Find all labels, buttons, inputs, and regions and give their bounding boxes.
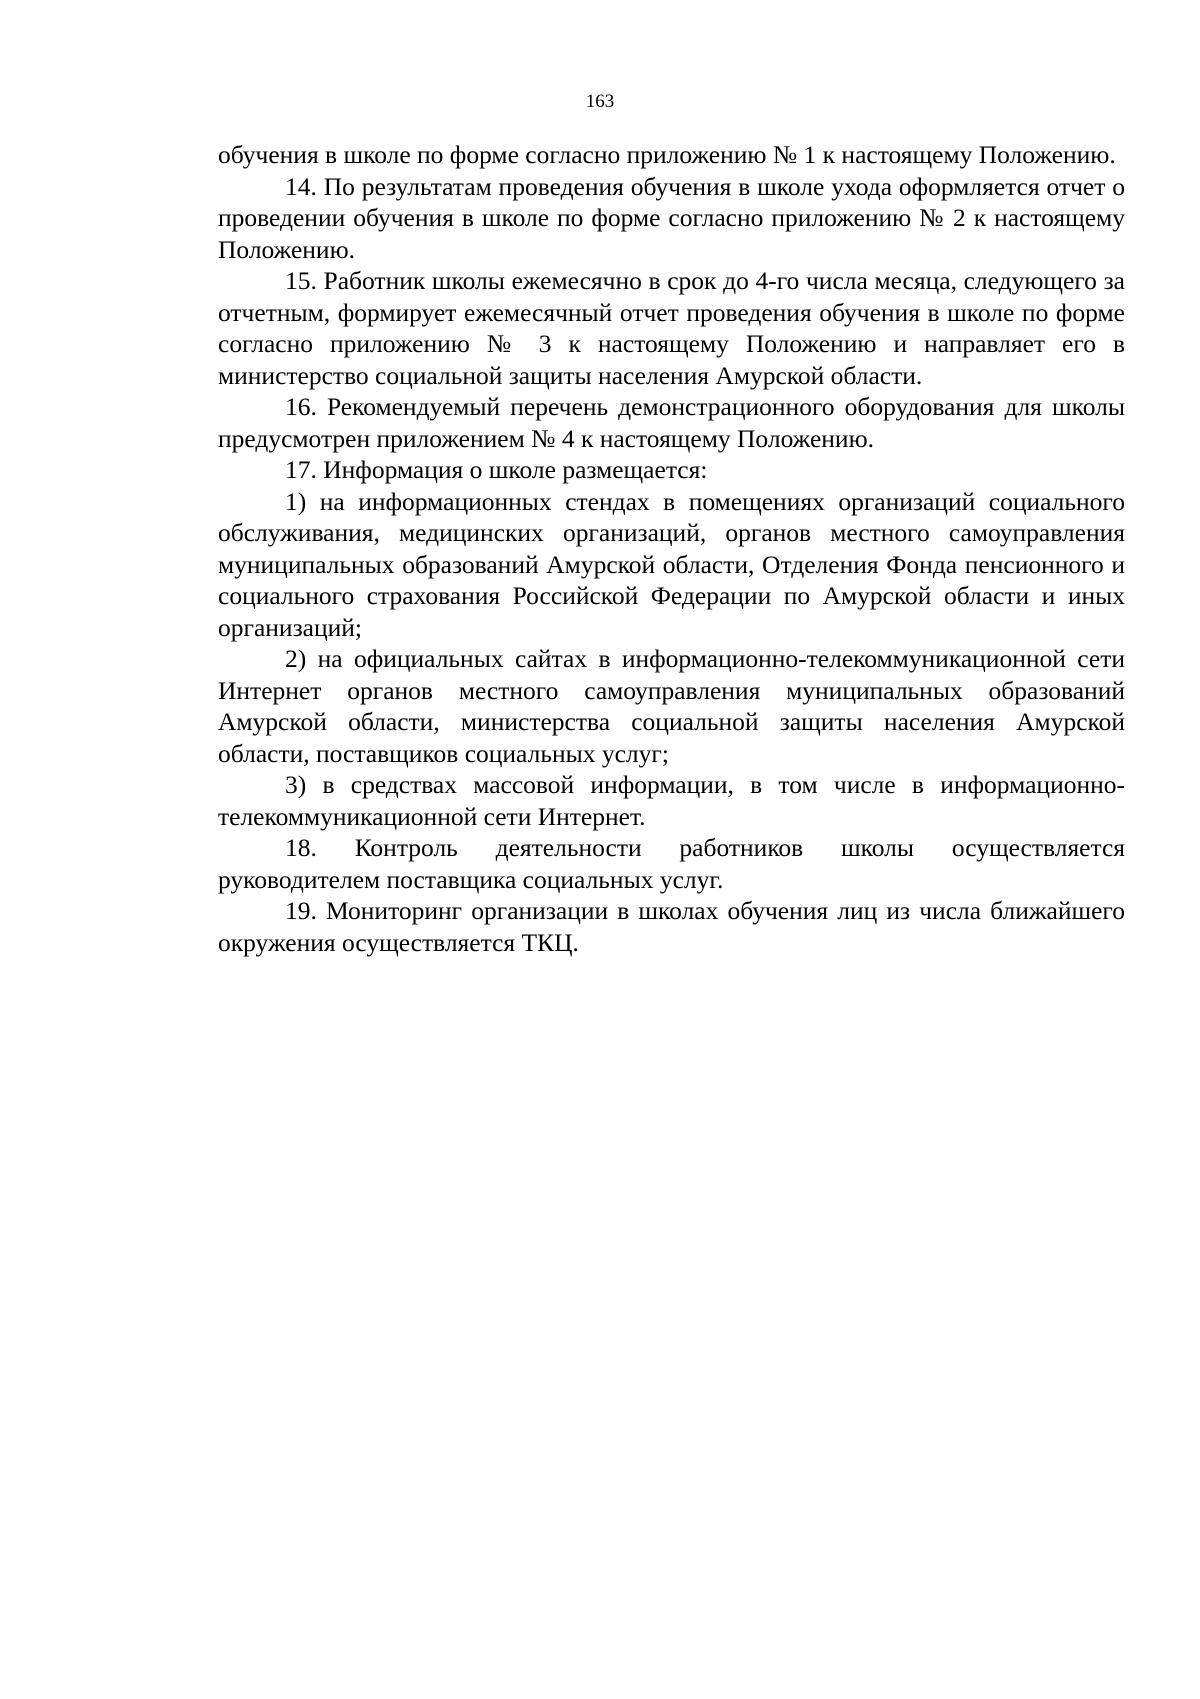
paragraph-19: 19. Мониторинг организации в школах обучения лиц из числа ближайшего окружения осуществляется ТКЦ. [218,896,1125,957]
paragraph-17-item-2: 2) на официальных сайтах в информационно-телекоммуникационной сети Интернет органов местного самоуправления муниципальных образований Амурской области, министерства социальной защиты населения Амурской области, поставщиков социальных услуг; [218,644,1125,768]
paragraph-18: 18. Контроль деятельности работников школы осуществляется руководителем поставщика социальных услуг. [218,833,1125,894]
paragraph-17-item-3: 3) в средствах массовой информации, в том числе в информационно-телекоммуникационной сети Интернет. [218,770,1125,831]
paragraph-17-item-1: 1) на информационных стендах в помещениях организаций социального обслуживания, медицинских организаций, органов местного самоуправления муниципальных образований Амурской области, Отделения Фонда пенсионного и социального страхования Российской Федерации по Амурской области и иных организаций; [218,486,1125,642]
paragraph-17: 17. Информация о школе размещается: [285,455,708,484]
paragraph-continuation: обучения в школе по форме согласно приложению № 1 к настоящему Положению. [218,140,1116,169]
page-number: 163 [585,91,615,112]
paragraph-15: 15. Работник школы ежемесячно в срок до 4-го числа месяца, следующего за отчетным, формирует ежемесячный отчет проведения обучения в школе по форме согласно приложению № 3 к настоящему Положению и направляет его в министерство социальной защиты населения Амурской области. [218,266,1125,390]
paragraph-16: 16. Рекомендуемый перечень демонстрационного оборудования для школы предусмотрен приложением № 4 к настоящему Положению. [218,392,1125,453]
document-body [218,139,1125,958]
paragraph-14: 14. По результатам проведения обучения в школе ухода оформляется отчет о проведении обучения в школе по форме согласно приложению № 2 к настоящему Положению. [218,171,1125,264]
